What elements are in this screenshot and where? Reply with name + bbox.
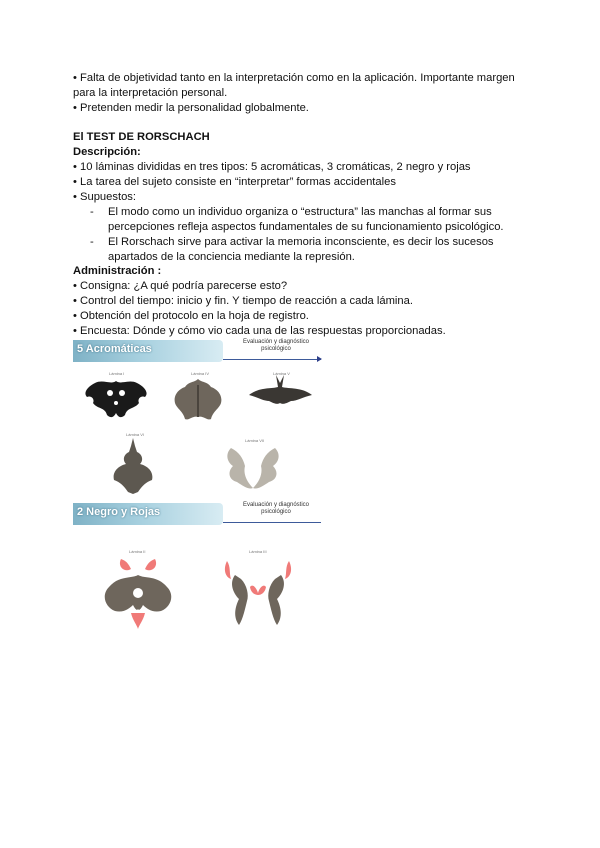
supuesto-2-line-2: apartados de la conciencia mediante la represión.: [108, 251, 355, 263]
admin-item-3: • Obtención del protocolo en la hoja de registro.: [73, 310, 309, 322]
inkblot-totem-icon: [98, 432, 168, 498]
inkblot-gray-icon: [163, 371, 233, 426]
inkblot-black-icon: [81, 371, 151, 426]
inkblot-plate-1: [81, 371, 151, 426]
supuesto-2-line-1: El Rorschach sirve para activar la memoria inconsciente, es decir los sucesos: [108, 236, 494, 248]
intro-line-1: • Falta de objetividad tanto en la interpretación como en la aplicación. Importante margen: [73, 72, 515, 84]
plate-label: Lámina V: [273, 371, 290, 376]
inkblot-plate-7: [213, 438, 293, 498]
desc-item-2: • La tarea del sujeto consiste en “interpretar” formas accidentales: [73, 176, 396, 188]
inkblot-plate-6: [98, 432, 168, 498]
plate-label: Lámina III: [249, 549, 267, 554]
descripcion-heading: Descripción:: [73, 146, 141, 158]
admin-item-2: • Control del tiempo: inicio y fin. Y tiempo de reacción a cada lámina.: [73, 295, 413, 307]
inkblot-plate-4: [163, 371, 233, 426]
banner-subtitle: Evaluación y diagnóstico psicológico: [242, 502, 310, 515]
figure-acromaticas: [73, 338, 323, 500]
desc-item-3: • Supuestos:: [73, 191, 137, 203]
section-title: El TEST DE RORSCHACH: [73, 131, 210, 143]
inkblot-figures-icon: [213, 549, 303, 637]
desc-item-1: • 10 láminas divididas en tres tipos: 5 acromáticas, 3 cromáticas, 2 negro y rojas: [73, 161, 471, 173]
banner-subtitle: Evaluación y diagnóstico psicológico: [242, 339, 310, 352]
inkblot-red-black-icon: [93, 549, 183, 637]
plate-label: Lámina II: [129, 549, 146, 554]
banner-title: 2 Negro y Rojas: [77, 506, 161, 518]
admin-item-1: • Consigna: ¿A qué podría parecerse esto?: [73, 280, 288, 292]
supuesto-1-dash: -: [90, 206, 94, 218]
inkblot-plate-2: [93, 549, 183, 637]
banner-divider: [223, 522, 321, 523]
plate-label: Lámina IV: [191, 371, 210, 376]
inkblot-wing-icon: [243, 371, 318, 426]
plate-label: Lámina VI: [126, 432, 145, 437]
figure-banner: [73, 338, 323, 364]
inkblot-light-icon: [213, 438, 293, 498]
intro-line-2: para la interpretación personal.: [73, 87, 228, 99]
figure-negro-rojas: [73, 501, 323, 638]
inkblot-plate-5: [243, 371, 318, 426]
admin-item-4: • Encuesta: Dónde y cómo vio cada una de las respuestas proporcionadas.: [73, 325, 446, 337]
banner-title: 5 Acromáticas: [77, 343, 152, 355]
arrow-icon: [317, 356, 322, 362]
banner-divider: [223, 359, 321, 360]
figure-banner: [73, 501, 323, 527]
inkblot-plate-3: [213, 549, 303, 637]
supuesto-1-line-2: percepciones refleja aspectos fundamentales de su funcionamiento psicológico.: [108, 221, 504, 233]
supuesto-2-dash: -: [90, 236, 94, 248]
plate-label: Lámina VII: [245, 438, 265, 443]
intro-line-3: • Pretenden medir la personalidad globalmente.: [73, 102, 309, 114]
supuesto-1-line-1: El modo como un individuo organiza o “estructura” las manchas al formar sus: [108, 206, 492, 218]
plate-label: Lámina I: [109, 371, 125, 376]
administracion-heading: Administración :: [73, 265, 162, 277]
